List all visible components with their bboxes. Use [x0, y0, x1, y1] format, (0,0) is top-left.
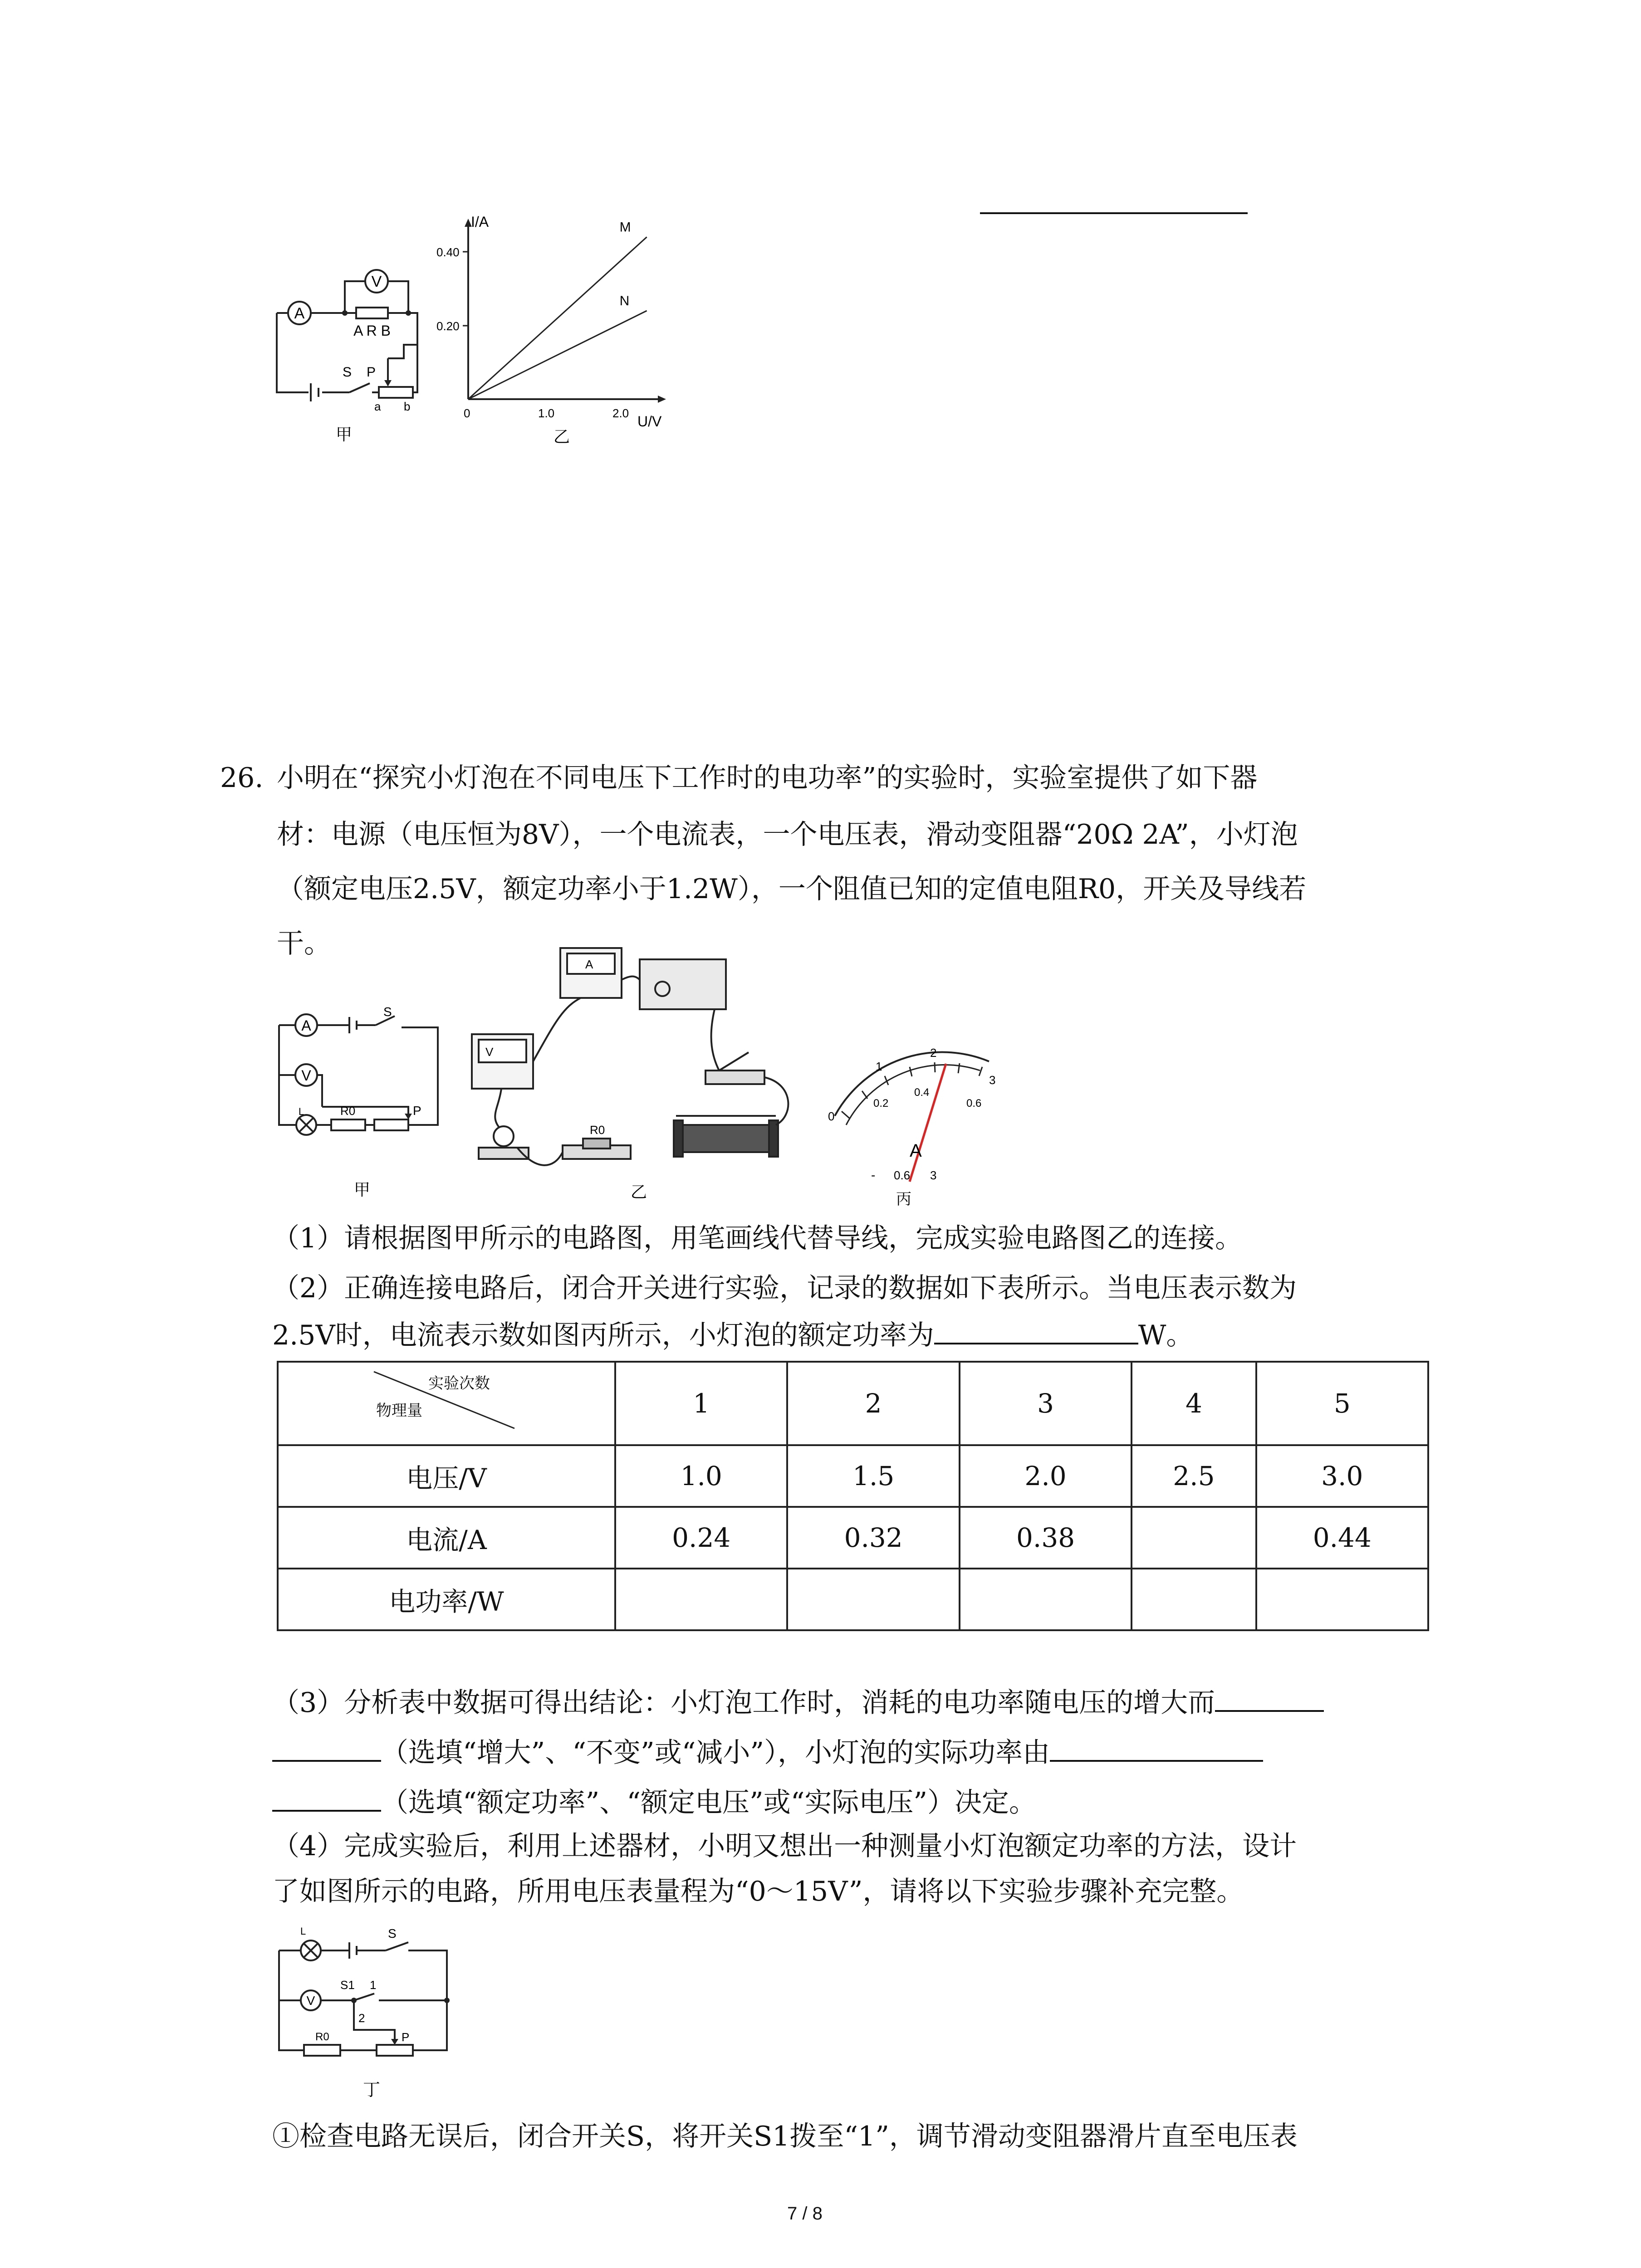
figure-ding: [272, 1914, 481, 2118]
x-tick-1: 1.0: [538, 406, 555, 420]
table-corner-cell: [278, 1362, 615, 1445]
table-cell[interactable]: [787, 1569, 959, 1630]
switch-label: S: [343, 365, 352, 380]
ding-pos2-label: 2: [358, 2011, 365, 2025]
table-cell[interactable]: [1256, 1569, 1428, 1630]
table-header-5: 5: [1256, 1362, 1428, 1445]
question-number: 26.: [220, 762, 264, 794]
y-tick-020: 0.20: [436, 319, 460, 333]
answer-blank-trend-b[interactable]: [272, 1728, 381, 1762]
part2-text-line1: （2）正确连接电路后，闭合开关进行实验，记录的数据如下表所示。当电压表示数为: [272, 1272, 1297, 1304]
x-tick-2: 2.0: [612, 406, 629, 420]
part3-line3: [272, 1778, 1036, 1825]
terminal-06: 0.6: [894, 1168, 911, 1182]
question-text-line2: 材：电源（电压恒为8V），一个电流表，一个电压表，滑动变阻器“20Ω 2A”，小灯泡: [277, 819, 1298, 850]
x-tick-0: 0: [464, 406, 470, 420]
terminal-3: 3: [930, 1168, 937, 1182]
part3-line2: [272, 1728, 1263, 1775]
dial-unit-a: A: [910, 1141, 922, 1161]
middle-figure: [272, 934, 1043, 1216]
part4-line1: （4）完成实验后，利用上述器材，小明又想出一种测量小灯泡额定功率的方法，设计: [272, 1830, 1297, 1862]
slider-label: P: [367, 365, 376, 380]
corner-bottom-label: 物理量: [376, 1402, 422, 1420]
table-cell: 0.24: [615, 1507, 787, 1569]
answer-blank-top[interactable]: [980, 212, 1248, 214]
circuit-jia: [277, 281, 417, 401]
row-label-voltage: 电压/V: [278, 1445, 615, 1507]
terminal-minus: -: [871, 1168, 876, 1182]
y-axis-label: I/A: [471, 214, 489, 230]
figure-label-yi: 乙: [554, 427, 570, 446]
ding-slider-label: P: [402, 2030, 410, 2044]
ammeter-label: A: [294, 305, 305, 322]
part1-text: （1）请根据图甲所示的电路图，用笔画线代替导线，完成实验电路图乙的连接。: [272, 1222, 1243, 1254]
table-cell: 1.0: [615, 1445, 787, 1507]
dial-big-1: 1: [876, 1060, 882, 1073]
part4-line2: 了如图所示的电路，所用电压表量程为“0～15V”，请将以下实验步骤补充完整。: [272, 1876, 1244, 1907]
part3-text3: （选填“额定功率”、“额定电压”或“实际电压”）决定。: [381, 1787, 1037, 1818]
dial-small-02: 0.2: [873, 1097, 889, 1110]
dial-big-2: 2: [930, 1046, 937, 1060]
ding-pos1-label: 1: [370, 1978, 377, 1992]
series-label-n: N: [619, 293, 630, 308]
table-cell: 2.5: [1132, 1445, 1256, 1507]
answer-blank-decide-a[interactable]: [1050, 1728, 1263, 1762]
slider-label: P: [413, 1104, 421, 1118]
table-header-1: 1: [615, 1362, 787, 1445]
table-cell[interactable]: [1132, 1569, 1256, 1630]
app-voltmeter-label: V: [485, 1045, 494, 1059]
figure-label-ding: 丁: [363, 2081, 381, 2100]
table-cell: 0.32: [787, 1507, 959, 1569]
table-cell: 1.5: [787, 1445, 959, 1507]
app-r0-label: R0: [590, 1123, 605, 1137]
table-cell[interactable]: [615, 1569, 787, 1630]
ding-switch-s-label: S: [388, 1926, 397, 1941]
r0-label: R0: [340, 1104, 356, 1118]
voltmeter-label: V: [371, 273, 382, 290]
apparatus-yi: [472, 948, 788, 1165]
graph-yi: [436, 214, 666, 446]
table-header-2: 2: [787, 1362, 959, 1445]
figure-label-bing: 丙: [896, 1191, 911, 1208]
table-row: [278, 1507, 1428, 1569]
figure-label-yi: 乙: [631, 1183, 647, 1201]
series-line-n: [468, 311, 647, 399]
resistor-label: A R B: [353, 323, 391, 339]
table-cell[interactable]: [960, 1569, 1132, 1630]
x-axis-label: U/V: [637, 413, 662, 430]
series-label-m: M: [619, 220, 631, 235]
dial-small-04: 0.4: [914, 1086, 930, 1099]
ding-switch-s1-label: S1: [340, 1978, 355, 1992]
part3-text2: （选填“增大”、“不变”或“减小”），小灯泡的实际功率由: [381, 1737, 1050, 1769]
figure-label-jia: 甲: [354, 1180, 371, 1199]
answer-blank-trend-a[interactable]: [1215, 1678, 1324, 1712]
lamp-label: L: [299, 1106, 304, 1117]
ammeter-label: A: [301, 1017, 311, 1034]
table-header-3: 3: [960, 1362, 1132, 1445]
part2-text-line2: [272, 1311, 1193, 1358]
table-header-row: [278, 1362, 1428, 1445]
table-header-4: 4: [1132, 1362, 1256, 1445]
row-label-power: 电功率/W: [278, 1569, 615, 1630]
dial-small-06: 0.6: [966, 1097, 982, 1110]
question-text-line3: （额定电压2.5V，额定功率小于1.2W），一个阻值已知的定值电阻R0，开关及导线若: [277, 873, 1307, 905]
switch-label: S: [383, 1005, 392, 1019]
series-line-m: [468, 237, 647, 400]
part3-line1: [272, 1678, 1324, 1725]
voltmeter-label: V: [301, 1067, 311, 1084]
ding-r0-label: R0: [315, 2031, 329, 2043]
data-table: [277, 1361, 1429, 1631]
top-figure: [268, 213, 721, 458]
figure-label-jia: 甲: [336, 425, 353, 444]
y-tick-040: 0.40: [436, 245, 460, 259]
table-cell: 2.0: [960, 1445, 1132, 1507]
ding-voltmeter-label: V: [306, 1994, 315, 2008]
table-cell: 0.38: [960, 1507, 1132, 1569]
dial-big-0: 0: [828, 1110, 835, 1123]
dial-big-3: 3: [989, 1073, 996, 1087]
table-cell[interactable]: [1132, 1507, 1256, 1569]
app-ammeter-label: A: [585, 958, 593, 971]
table-row: [278, 1445, 1428, 1507]
answer-blank-power[interactable]: [934, 1311, 1138, 1344]
corner-top-label: 实验次数: [428, 1374, 490, 1393]
page-number: 7 / 8: [787, 2204, 823, 2224]
part2-prefix: 2.5V时，电流表示数如图丙所示，小灯泡的额定功率为: [272, 1320, 934, 1351]
part2-suffix: W。: [1138, 1320, 1194, 1351]
row-label-current: 电流/A: [278, 1507, 615, 1569]
step1-text: ①检查电路无误后，闭合开关S，将开关S1拨至“1”，调节滑动变阻器滑片直至电压表: [272, 2121, 1298, 2152]
table-cell: 0.44: [1256, 1507, 1428, 1569]
end-b-label: b: [404, 400, 411, 413]
table-row: [278, 1569, 1428, 1630]
ammeter-dial-bing: [828, 1046, 995, 1208]
part3-text1: （3）分析表中数据可得出结论：小灯泡工作时，消耗的电功率随电压的增大而: [272, 1687, 1215, 1719]
question-text-line4: 干。: [277, 928, 331, 959]
ding-lamp-label: L: [300, 1926, 306, 1937]
answer-blank-decide-b[interactable]: [272, 1778, 381, 1812]
table-cell: 3.0: [1256, 1445, 1428, 1507]
question-text-line1: 小明在“探究小灯泡在不同电压下工作时的电功率”的实验时，实验室提供了如下器: [277, 762, 1258, 794]
end-a-label: a: [374, 400, 381, 413]
